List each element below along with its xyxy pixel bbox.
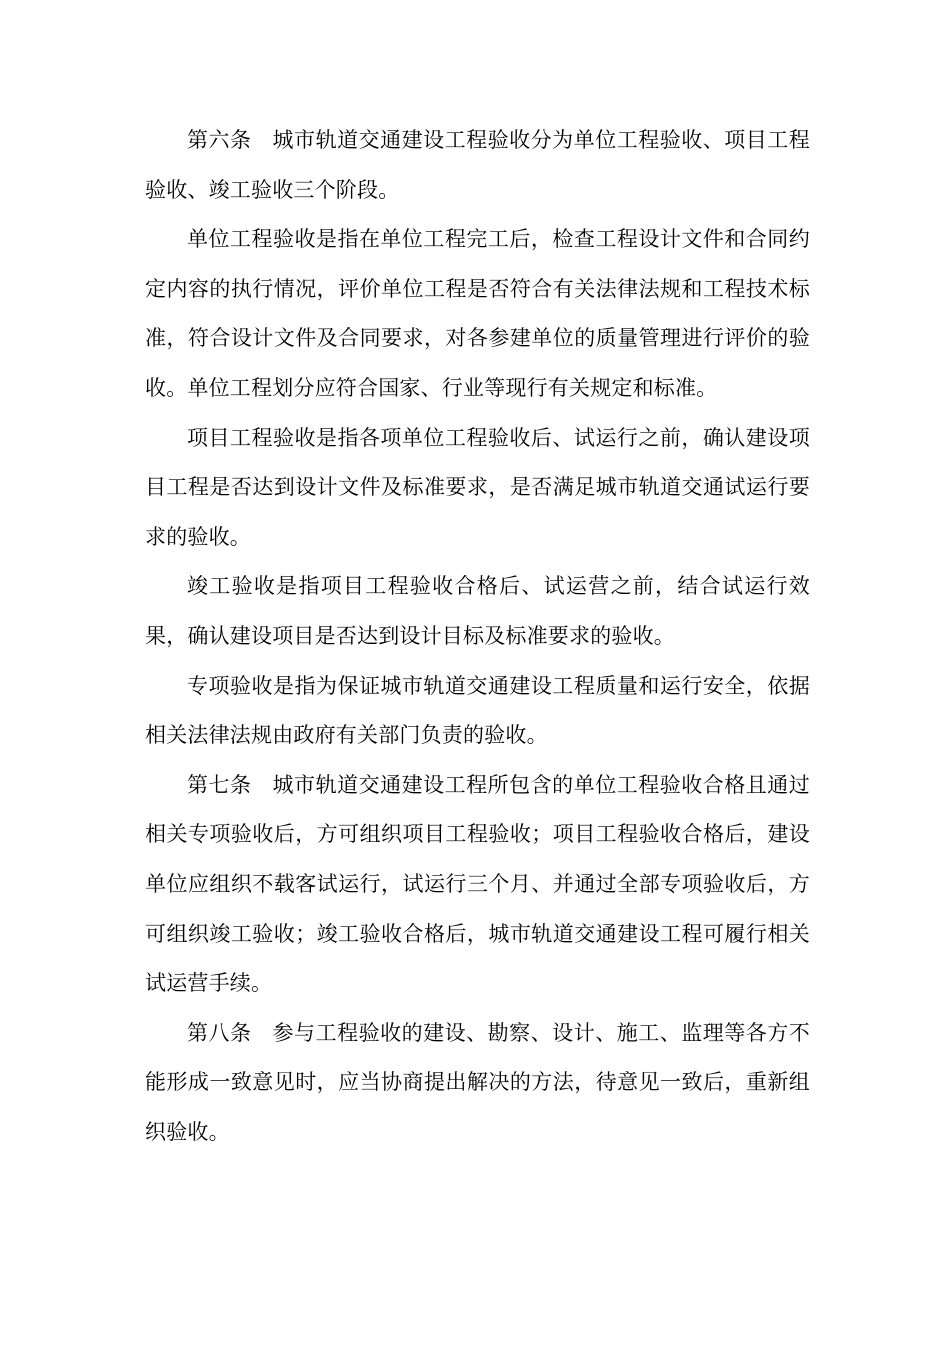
article-number: 第六条: [187, 128, 252, 152]
paragraph-article-8: [145, 1009, 810, 1158]
paragraph-article-7: [145, 761, 810, 1009]
paragraph-text: 专项验收是指为保证城市轨道交通建设工程质量和运行安全，依据相关法律法规由政府有关部门负责的验收。: [145, 673, 810, 748]
paragraph-text: 项目工程验收是指各项单位工程验收后、试运行之前，确认建设项目工程是否达到设计文件及标准要求，是否满足城市轨道交通试运行要求的验收。: [145, 425, 810, 549]
article-number: 第七条: [187, 772, 252, 797]
paragraph-project-acceptance: [145, 414, 810, 563]
paragraph-text: 单位工程验收是指在单位工程完工后，检查工程设计文件和合同约定内容的执行情况，评价单位工程是否符合有关法律法规和工程技术标准，符合设计文件及合同要求，对各参建单位的质量管理进行评价的验收。单位工程划分应符合国家、行业等现行有关规定和标准。: [145, 227, 810, 400]
paragraph-text: 参与工程验收的建设、勘察、设计、施工、监理等各方不能形成一致意见时，应当协商提出解决的方法，待意见一致后，重新组织验收。: [145, 1020, 811, 1144]
paragraph-text: 竣工验收是指项目工程验收合格后、试运营之前，结合试运行效果，确认建设项目是否达到设计目标及标准要求的验收。: [145, 574, 810, 648]
paragraph-article-6: [145, 116, 810, 215]
paragraph-text: 城市轨道交通建设工程所包含的单位工程验收合格且通过相关专项验收后，方可组织项目工程验收；项目工程验收合格后，建设单位应组织不载客试运行，试运行三个月、并通过全部专项验收后，方可组织竣工验收；竣工验收合格后，城市轨道交通建设工程可履行相关试运营手续。: [145, 772, 811, 996]
paragraph-special-acceptance: [145, 662, 810, 761]
paragraph-unit-acceptance: [145, 215, 810, 413]
paragraph-completion-acceptance: [145, 562, 810, 661]
article-number: 第八条: [187, 1020, 252, 1045]
paragraph-text: 城市轨道交通建设工程验收分为单位工程验收、项目工程验收、竣工验收三个阶段。: [145, 128, 811, 202]
